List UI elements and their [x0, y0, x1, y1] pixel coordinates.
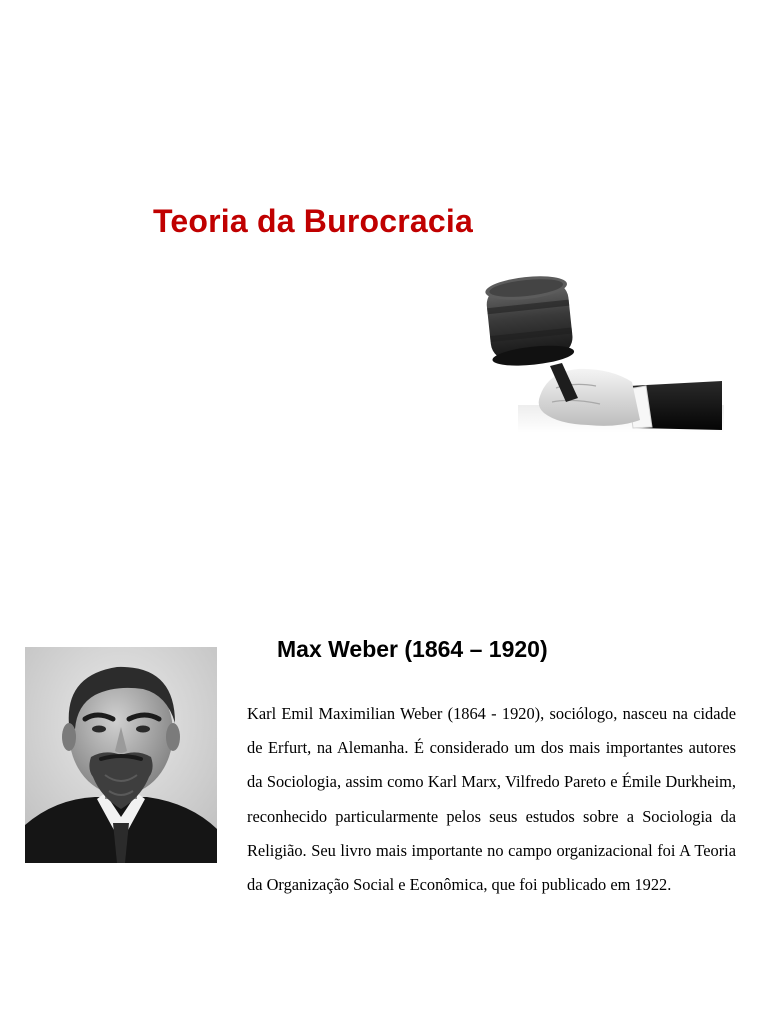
section-heading: Max Weber (1864 – 1920) [277, 636, 548, 662]
max-weber-portrait [25, 647, 217, 863]
biography-paragraph: Karl Emil Maximilian Weber (1864 - 1920), sociólogo, nasceu na cidade de Erfurt, na Alemanha. É considerado um dos mais importantes autores da Sociologia, assim como Karl Marx, Vilfredo Pareto e Émile Durkheim, reconhecido particularmente pelos seus estudos sobre a Sociologia da Religião. Seu livro mais importante no campo organizacional foi A Teoria da Organização Social e Econômica, que foi publicado em 1922. [247, 704, 736, 895]
gavel-in-hand-image [478, 270, 724, 435]
document-title: Teoria da Burocracia [153, 203, 473, 239]
